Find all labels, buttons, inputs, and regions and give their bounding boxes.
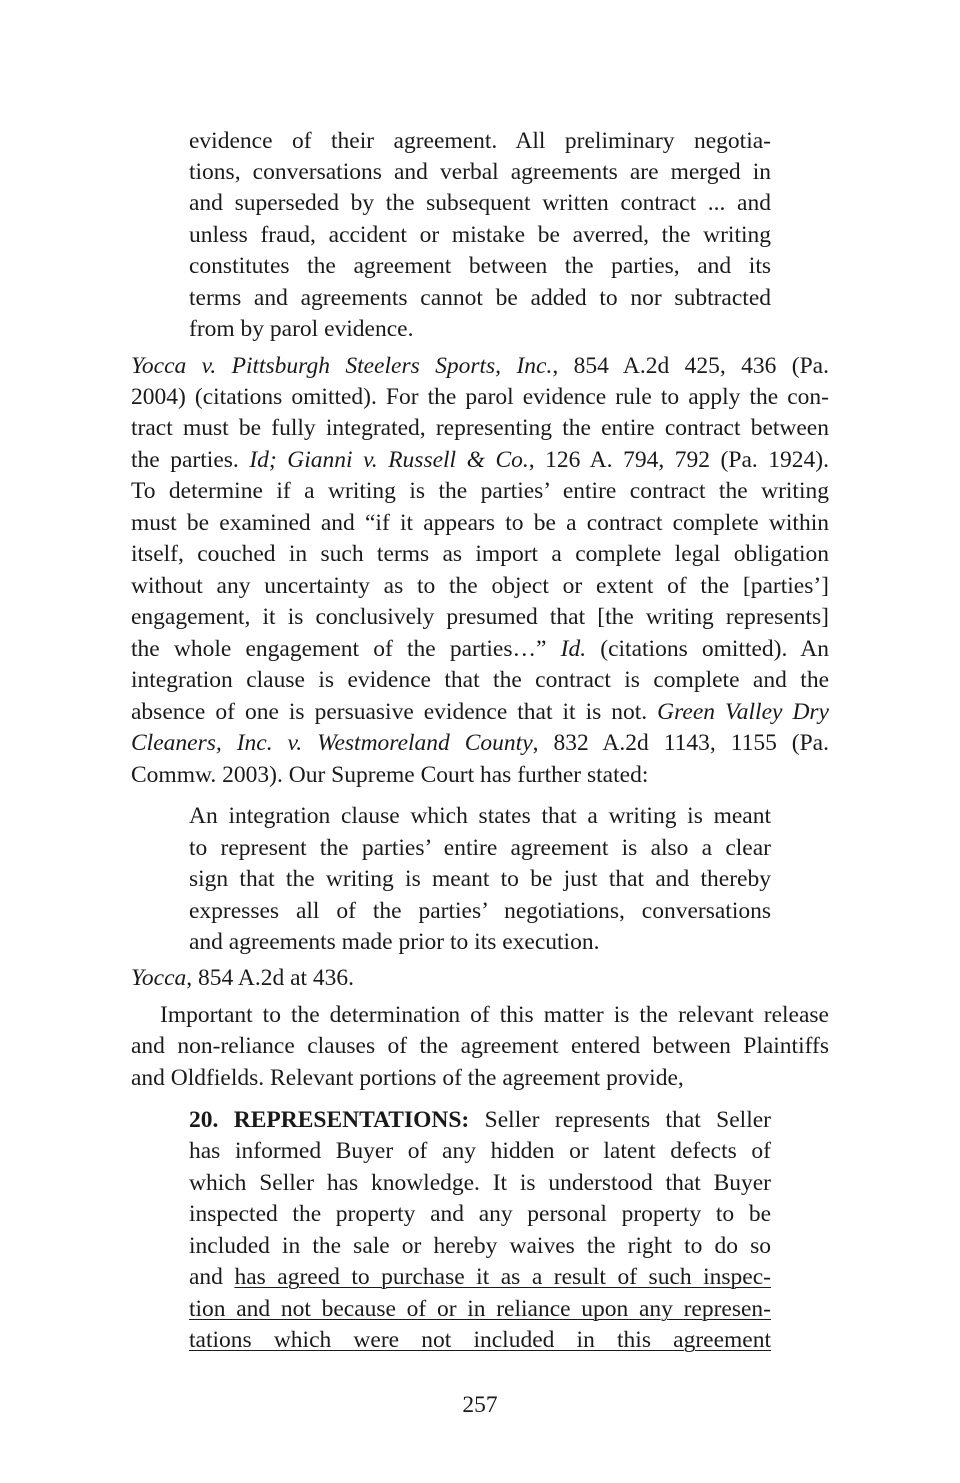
citation-line [131,963,829,993]
case-citation: Id; Gianni v. Russell & Co. [249,447,529,473]
case-citation: Green Valley Dry [657,699,829,725]
case-citation: Cleaners, Inc. v. Westmoreland County [131,730,533,756]
page-number: 257 [462,1392,498,1418]
body-line [131,351,829,381]
citation-text: , 126 A. 794, 792 (Pa. 1924). [528,447,829,473]
body-line: tract must be fully integrated, representing the entire contract between [131,415,829,441]
quote-line: unless fraud, accident or mistake be averred, the writing [189,222,771,248]
body-text: the whole engagement of the parties…” [131,636,561,662]
quote-line: terms and agreements cannot be added to nor subtracted [189,285,771,311]
body-line: without any uncertainty as to the object or extent of the [parties’] [131,573,829,599]
quote-line: and agreements made prior to its execution. [189,929,600,955]
quote-line: which Seller has knowledge. It is understood that Buyer [189,1170,771,1196]
body-text: (citations omitted). An [586,636,829,662]
quote-text: and [189,1264,235,1290]
quote-line: sign that the writing is meant to be just that and thereby [189,866,771,892]
quote-line: and superseded by the subsequent written contract ... and [189,190,771,216]
citation-text: , 832 A.2d 1143, 1155 (Pa. [532,730,829,756]
case-citation: Id. [560,636,587,662]
citation-text: , 854 A.2d at 436. [186,965,355,991]
body-line: 2004) (citations omitted). For the parol evidence rule to apply the con- [131,384,829,410]
quote-line: included in the sale or hereby waives the right to do so [189,1233,771,1259]
body-line [131,445,829,475]
underlined-text: has agreed to purchase it as a result of such inspec- [234,1264,771,1290]
body-line [131,697,829,727]
body-line: and non-reliance clauses of the agreement entered between Plaintiffs [131,1033,829,1059]
body-line [131,634,829,664]
quote-line: constitutes the agreement between the parties, and its [189,253,771,279]
body-line: To determine if a writing is the parties’ entire contract the writing [131,478,829,504]
body-text: absence of one is persuasive evidence that it is not. [131,699,658,725]
body-line [131,728,829,758]
underlined-line: tations which were not included in this agreement [189,1327,771,1353]
clause-heading: 20. REPRESENTATIONS: [189,1107,470,1133]
quote-line: has informed Buyer of any hidden or latent defects of [189,1138,771,1164]
body-line: and Oldfields. Relevant portions of the agreement provide, [131,1065,684,1091]
quote-line [189,1262,771,1292]
underlined-line: tion and not because of or in reliance upon any represen- [189,1296,771,1322]
quote-line: tions, conversations and verbal agreements are merged in [189,159,771,185]
quote-line: from by parol evidence. [189,316,414,342]
body-line: engagement, it is conclusively presumed that [the writing represents] [131,604,829,630]
body-line: Commw. 2003). Our Supreme Court has further stated: [131,762,649,788]
body-line: Important to the determination of this matter is the relevant release [160,1002,829,1028]
citation-text: , 854 A.2d 425, 436 (Pa. [552,353,829,379]
case-citation: Yocca v. Pittsburgh Steelers Sports, Inc. [131,353,553,379]
quote-line [189,1105,771,1135]
quote-line: inspected the property and any personal property to be [189,1201,771,1227]
case-citation: Yocca [131,965,187,991]
quote-line: expresses all of the parties’ negotiations, conversations [189,898,771,924]
quote-line: evidence of their agreement. All preliminary negotia- [189,128,771,154]
body-line: itself, couched in such terms as import a complete legal obligation [131,541,829,567]
body-line: integration clause is evidence that the contract is complete and the [131,667,829,693]
quote-line: to represent the parties’ entire agreement is also a clear [189,835,771,861]
body-line: must be examined and “if it appears to be a contract complete within [131,510,829,536]
body-text: the parties. [131,447,250,473]
quote-text: Seller represents that Seller [469,1107,771,1133]
quote-line: An integration clause which states that a writing is meant [189,803,771,829]
